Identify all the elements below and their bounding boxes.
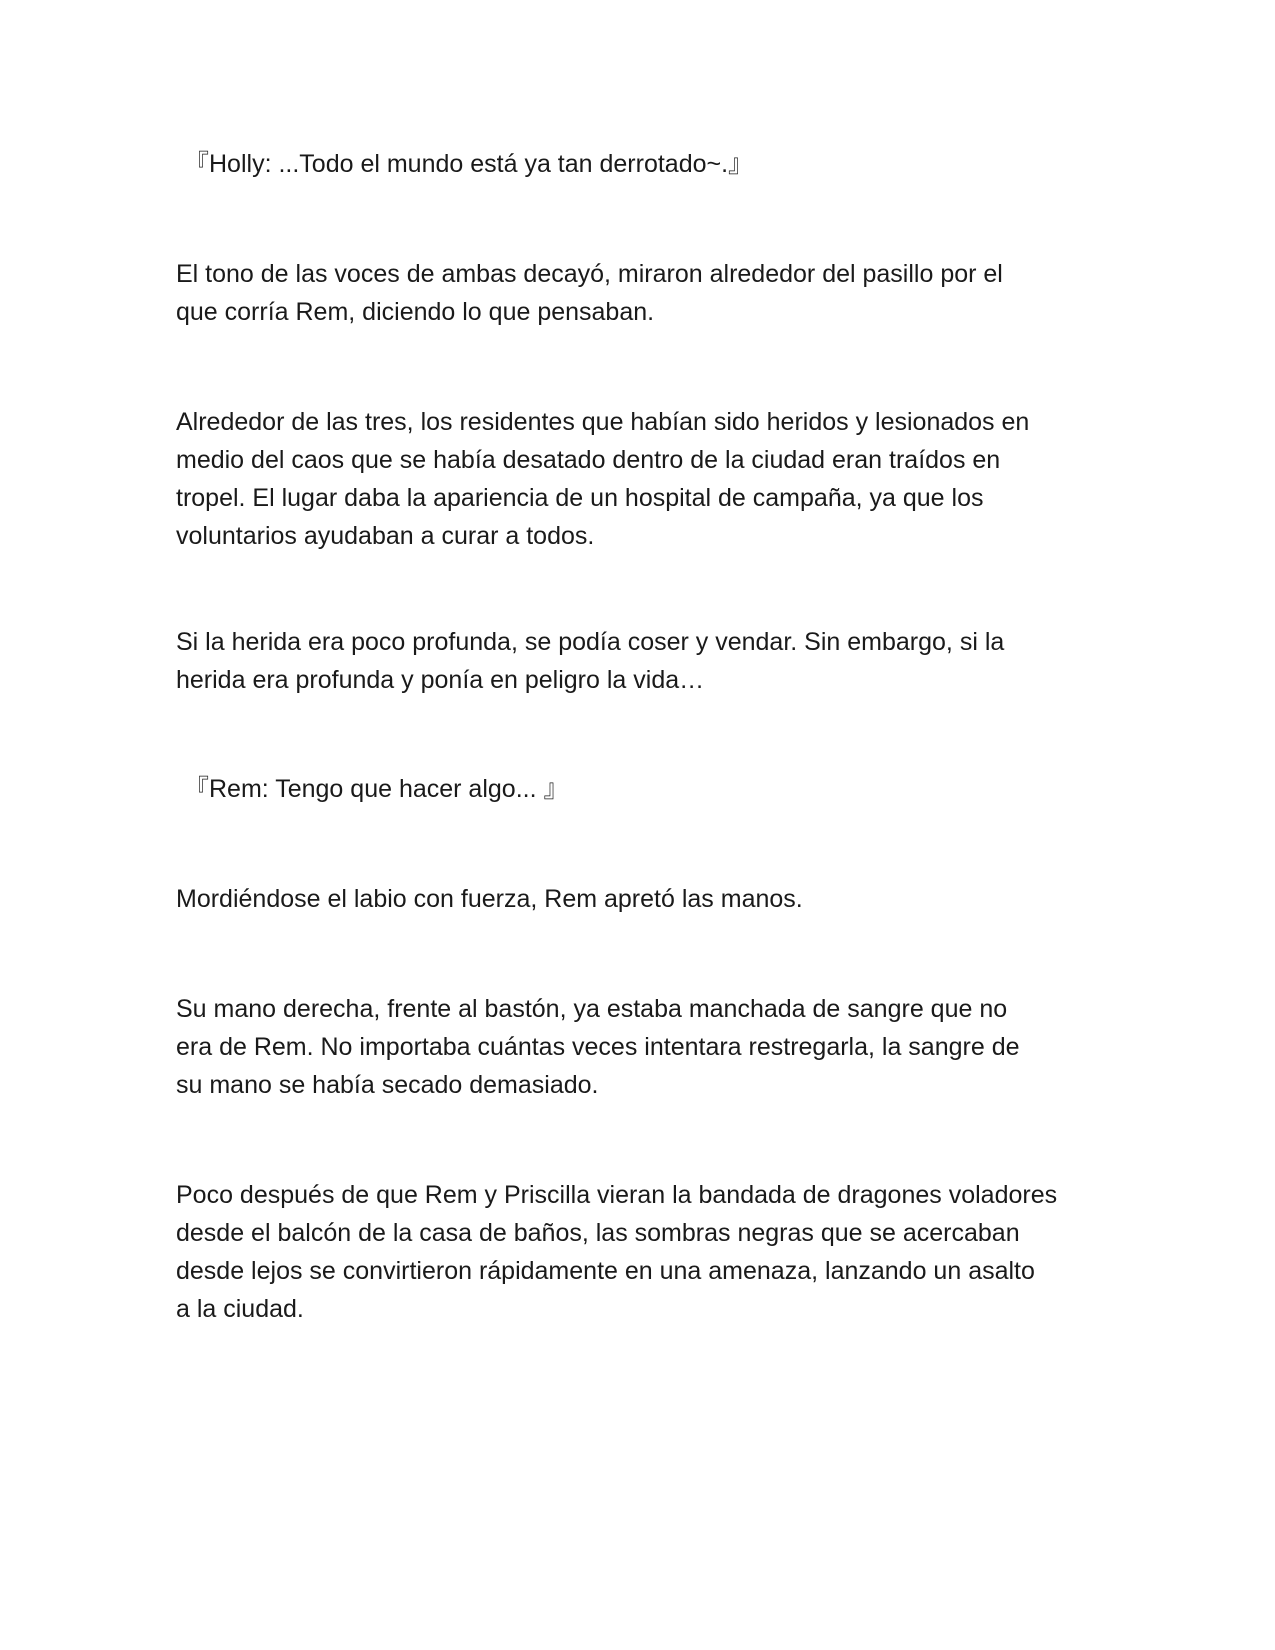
paragraph-4	[176, 623, 1116, 699]
text-line: 『Rem: Tengo que hacer algo... 』	[184, 775, 569, 803]
paragraph-7	[176, 990, 1116, 1104]
text-line: tropel. El lugar daba la apariencia de un hospital de campaña, ya que los	[176, 484, 984, 512]
paragraph-6	[176, 880, 1116, 918]
text-line: Su mano derecha, frente al bastón, ya estaba manchada de sangre que no	[176, 995, 1008, 1023]
text-line: herida era profunda y ponía en peligro la vida…	[176, 666, 705, 694]
text-line: a la ciudad.	[176, 1295, 304, 1323]
dialogue-rem	[184, 770, 1124, 808]
paragraph-3	[176, 403, 1116, 555]
text-line: su mano se había secado demasiado.	[176, 1071, 599, 1099]
text-line: El tono de las voces de ambas decayó, miraron alrededor del pasillo por el	[176, 260, 1003, 288]
text-line: era de Rem. No importaba cuántas veces intentara restregarla, la sangre de	[176, 1033, 1020, 1061]
text-line: Poco después de que Rem y Priscilla vieran la bandada de dragones voladores	[176, 1181, 1058, 1209]
dialogue-holly	[184, 145, 1124, 183]
paragraph-2	[176, 255, 1116, 331]
text-line: desde el balcón de la casa de baños, las sombras negras que se acercaban	[176, 1219, 1020, 1247]
text-line: voluntarios ayudaban a curar a todos.	[176, 522, 595, 550]
text-line: 『Holly: ...Todo el mundo está ya tan derrotado~.』	[184, 150, 754, 178]
text-line: Si la herida era poco profunda, se podía coser y vendar. Sin embargo, si la	[176, 628, 1005, 656]
text-line: desde lejos se convirtieron rápidamente en una amenaza, lanzando un asalto	[176, 1257, 1035, 1285]
text-line: Alrededor de las tres, los residentes que habían sido heridos y lesionados en	[176, 408, 1030, 436]
paragraph-8	[176, 1176, 1116, 1328]
text-line: que corría Rem, diciendo lo que pensaban.	[176, 298, 655, 326]
text-line: Mordiéndose el labio con fuerza, Rem apretó las manos.	[176, 885, 803, 913]
text-line: medio del caos que se había desatado dentro de la ciudad eran traídos en	[176, 446, 1001, 474]
